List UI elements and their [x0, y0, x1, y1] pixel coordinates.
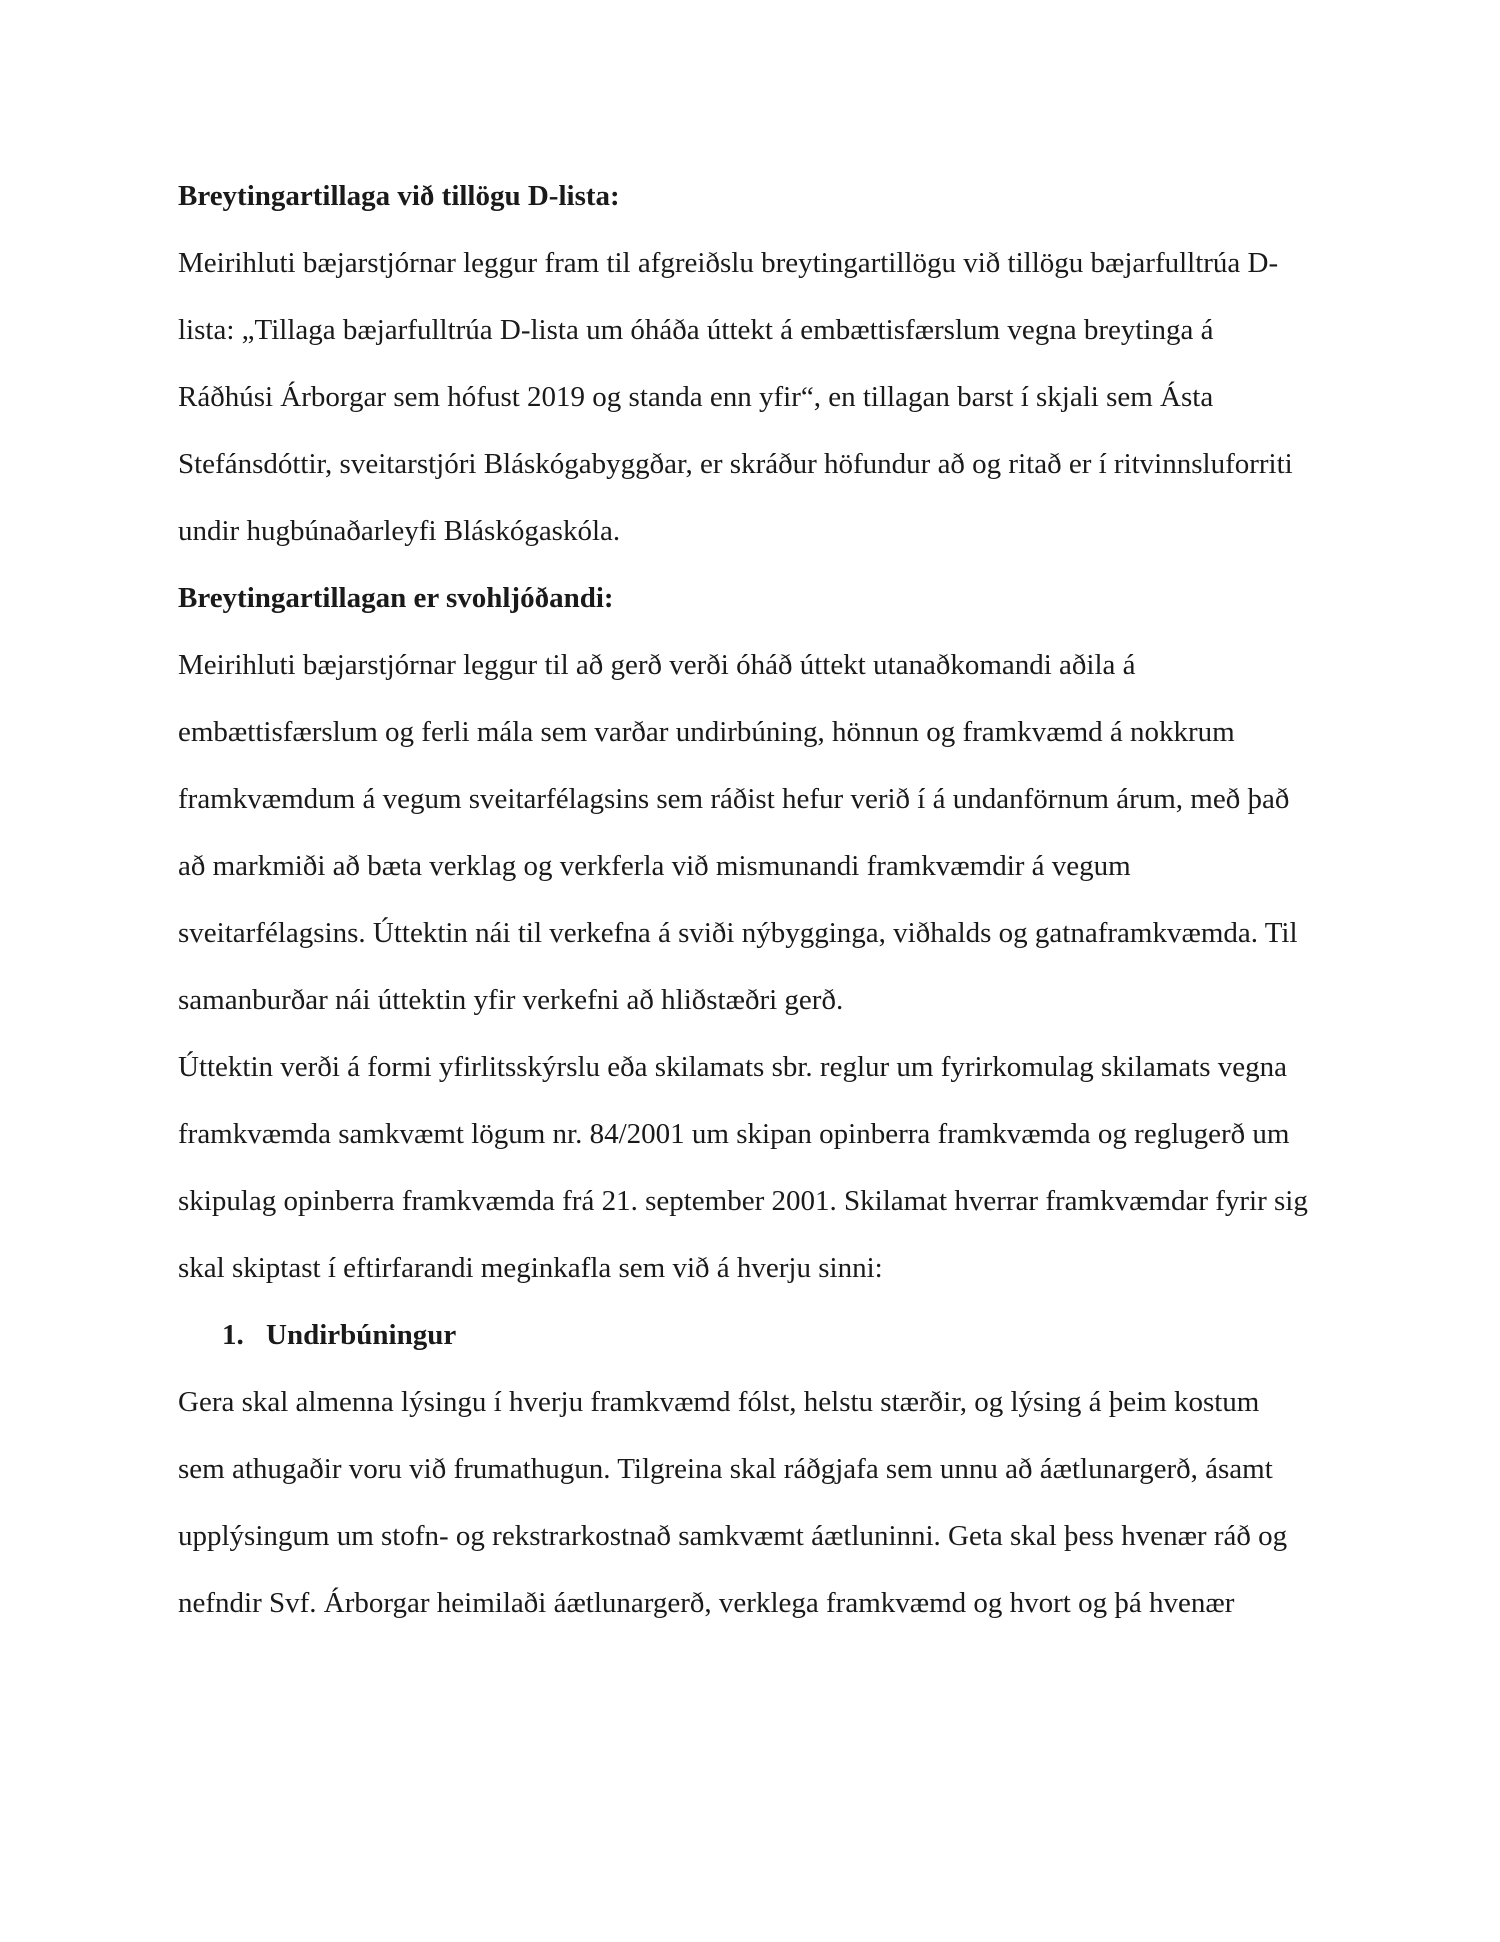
paragraph3-line4: skal skiptast í eftirfarandi meginkafla sem við á hverju sinni:	[178, 1252, 883, 1284]
list-item-number: 1.	[222, 1319, 244, 1351]
paragraph1-line4: Stefánsdóttir, sveitarstjóri Bláskógabyggðar, er skráður höfundur að og ritað er í ritvinnsluforriti	[178, 448, 1293, 480]
paragraph1-line1: Meirihluti bæjarstjórnar leggur fram til afgreiðslu breytingartillögu við tillögu bæjarfulltrúa D-	[178, 247, 1279, 279]
paragraph2-line3: framkvæmdum á vegum sveitarfélagsins sem ráðist hefur verið í á undanförnum árum, með það	[178, 783, 1290, 815]
paragraph2-line6: samanburðar nái úttektin yfir verkefni að hliðstæðri gerð.	[178, 984, 844, 1016]
paragraph4-line1: Gera skal almenna lýsingu í hverju framkvæmd fólst, helstu stærðir, og lýsing á þeim kostum	[178, 1386, 1260, 1418]
paragraph2-line4: að markmiði að bæta verklag og verkferla við mismunandi framkvæmdir á vegum	[178, 850, 1131, 882]
paragraph2-line5: sveitarfélagsins. Úttektin nái til verkefna á sviði nýbygginga, viðhalds og gatnaframkvæmda. Til	[178, 917, 1298, 949]
paragraph4-line2: sem athugaðir voru við frumathugun. Tilgreina skal ráðgjafa sem unnu að áætlunargerð, ásamt	[178, 1453, 1273, 1485]
paragraph3-line2: framkvæmda samkvæmt lögum nr. 84/2001 um skipan opinberra framkvæmda og reglugerð um	[178, 1118, 1290, 1150]
paragraph3-line3: skipulag opinberra framkvæmda frá 21. september 2001. Skilamat hverrar framkvæmdar fyrir sig	[178, 1185, 1308, 1217]
paragraph2-line2: embættisfærslum og ferli mála sem varðar undirbúning, hönnun og framkvæmd á nokkrum	[178, 716, 1235, 748]
heading-breytingartillagan: Breytingartillagan er svohljóðandi:	[178, 582, 614, 614]
list-item-label: Undirbúningur	[266, 1319, 457, 1351]
paragraph1-line3: Ráðhúsi Árborgar sem hófust 2019 og standa enn yfir“, en tillagan barst í skjali sem Ásta	[178, 381, 1214, 413]
heading-breytingartillaga: Breytingartillaga við tillögu D-lista:	[178, 180, 620, 212]
paragraph1-line5: undir hugbúnaðarleyfi Bláskógaskóla.	[178, 515, 621, 547]
paragraph2-line1: Meirihluti bæjarstjórnar leggur til að gerð verði óháð úttekt utanaðkomandi aðila á	[178, 649, 1136, 681]
paragraph1-line2: lista: „Tillaga bæjarfulltrúa D-lista um óháða úttekt á embættisfærslum vegna breytinga á	[178, 314, 1214, 346]
paragraph4-line3: upplýsingum um stofn- og rekstrarkostnað samkvæmt áætluninni. Geta skal þess hvenær ráð og	[178, 1520, 1288, 1552]
paragraph3-line1: Úttektin verði á formi yfirlitsskýrslu eða skilamats sbr. reglur um fyrirkomulag skilamats vegna	[178, 1051, 1288, 1083]
paragraph4-line4: nefndir Svf. Árborgar heimilaði áætlunargerð, verklega framkvæmd og hvort og þá hvenær	[178, 1587, 1235, 1619]
